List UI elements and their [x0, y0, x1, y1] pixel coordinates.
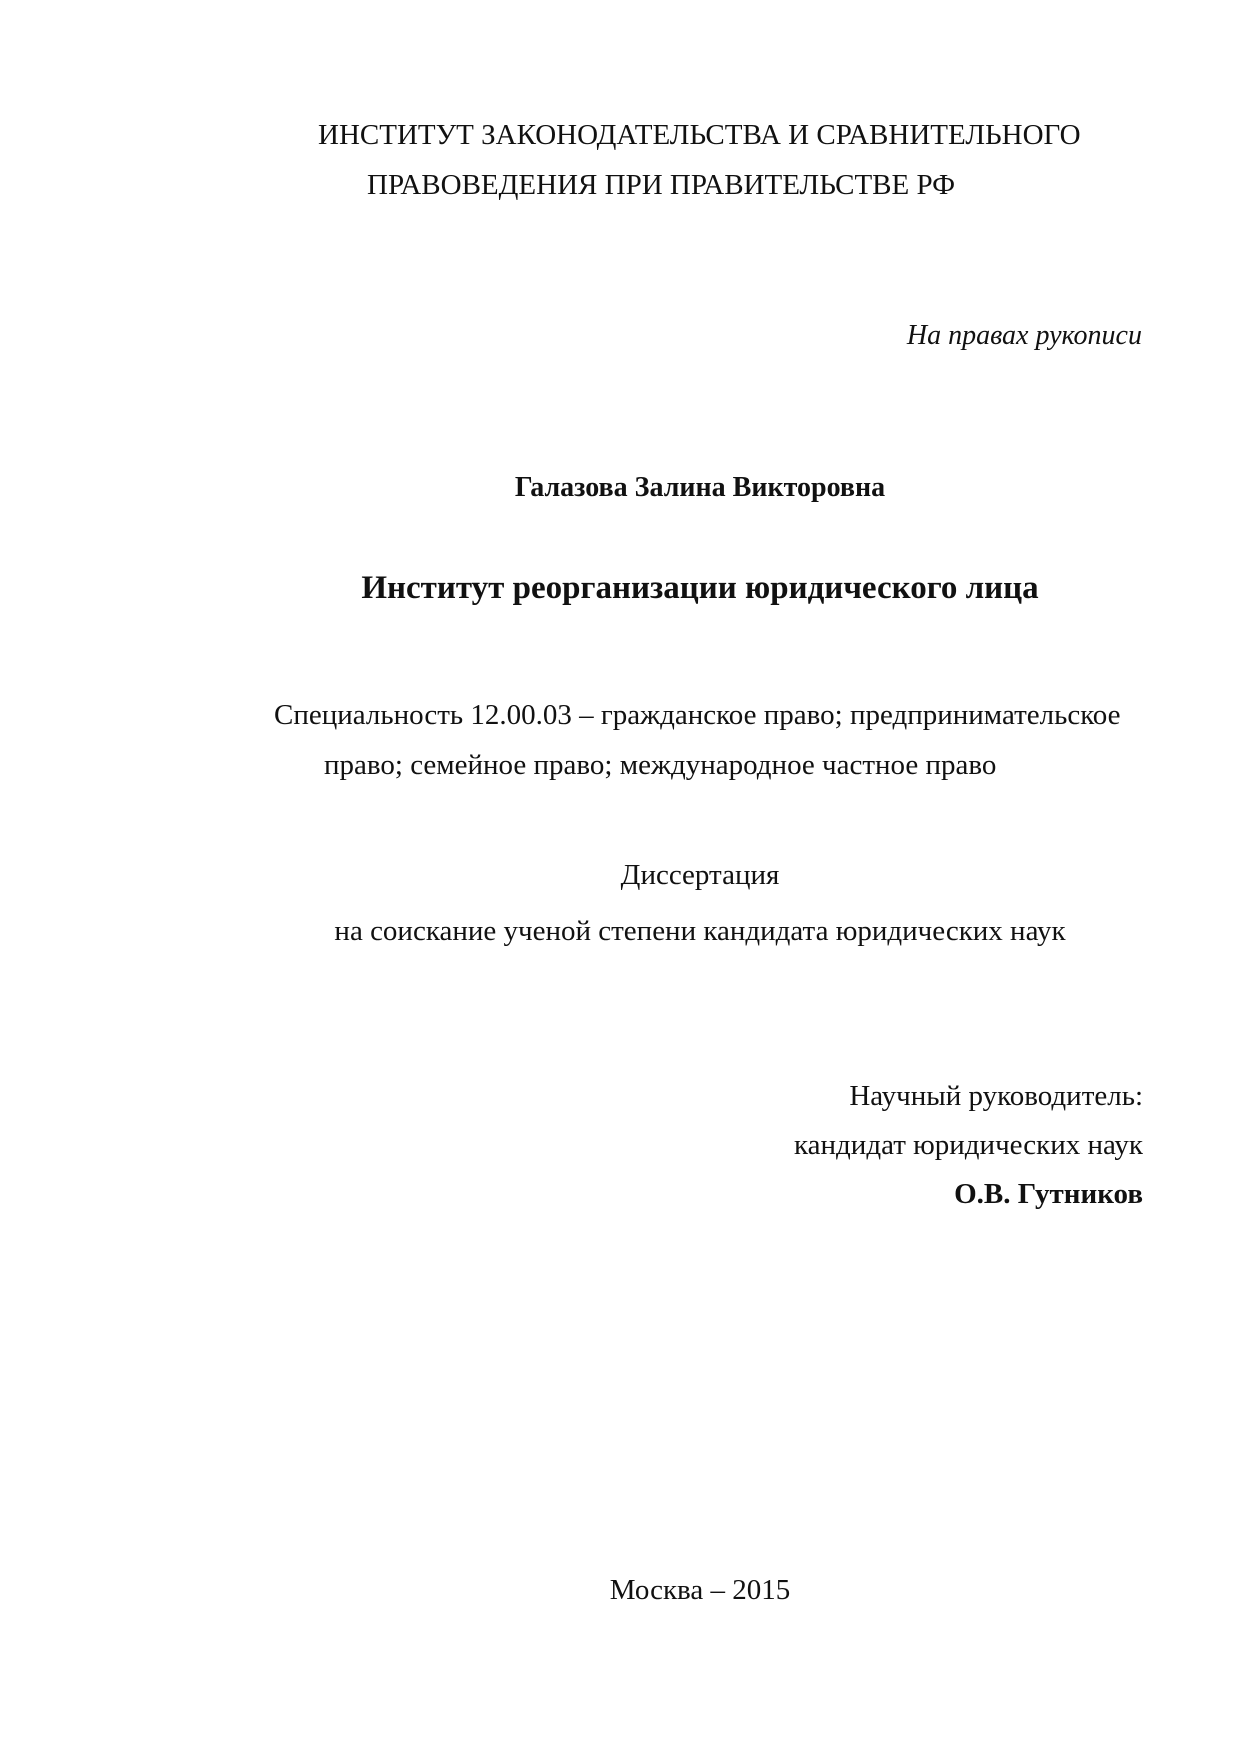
- supervisor-degree: кандидат юридических наук: [794, 1129, 1143, 1161]
- specialty-line-1: Специальность 12.00.03 – гражданское право; предпринимательское: [274, 699, 1121, 731]
- dissertation-title: Институт реорганизации юридического лица: [361, 570, 1039, 606]
- supervisor-name: О.В. Гутников: [954, 1178, 1143, 1210]
- specialty-line-2: право; семейное право; международное частное право: [324, 749, 997, 781]
- supervisor-label: Научный руководитель:: [849, 1080, 1143, 1112]
- place-year: Москва – 2015: [609, 1574, 791, 1606]
- institution-line-2: ПРАВОВЕДЕНИЯ ПРИ ПРАВИТЕЛЬСТВЕ РФ: [367, 169, 956, 201]
- institution-line-1: ИНСТИТУТ ЗАКОНОДАТЕЛЬСТВА И СРАВНИТЕЛЬНОГО: [318, 119, 1081, 151]
- manuscript-note: На правах рукописи: [906, 320, 1142, 351]
- work-type: Диссертация: [620, 859, 780, 891]
- author-name: Галазова Залина Викторовна: [514, 472, 886, 503]
- degree-purpose: на соискание ученой степени кандидата юридических наук: [334, 915, 1066, 947]
